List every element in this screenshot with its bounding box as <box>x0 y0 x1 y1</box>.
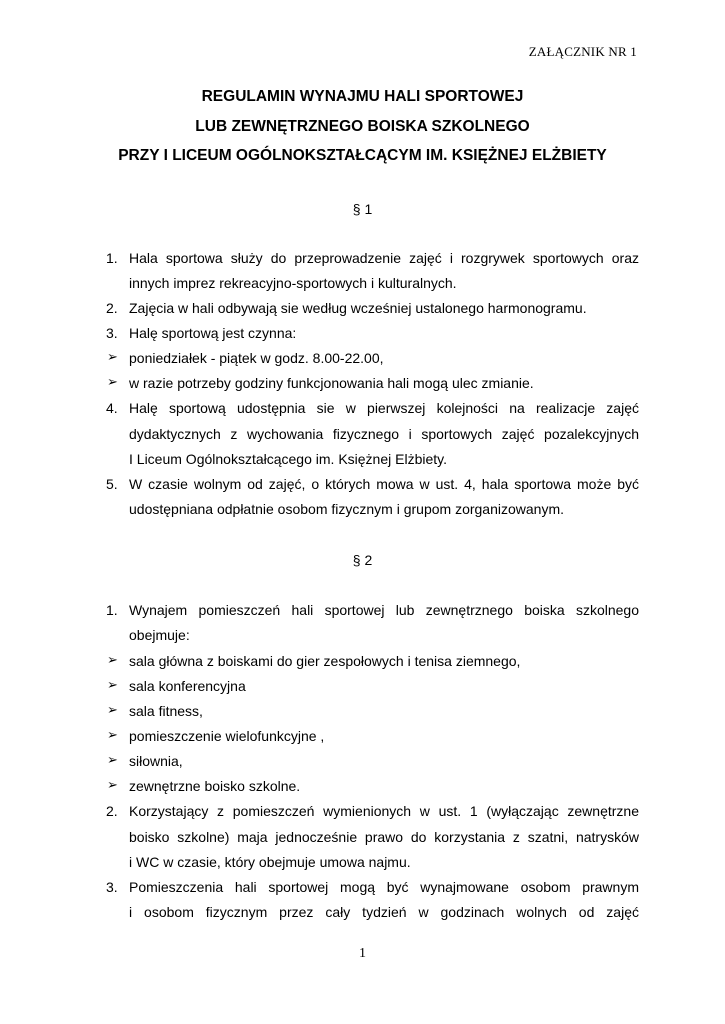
arrow-bullet-icon: ➢ <box>107 728 118 743</box>
arrow-bullet-icon: ➢ <box>107 778 118 793</box>
page-number: 1 <box>359 946 366 961</box>
section-1-bullet-item: w razie potrzeby godziny funkcjonowania hali mogą ulec zmianie. <box>129 375 534 391</box>
title-line-3: PRZY I LICEUM OGÓLNOKSZTAŁCĄCYM IM. KSIĘŻNEJ ELŻBIETY <box>118 147 607 164</box>
section-1-line: udostępniana odpłatnie osobom fizycznym i grupom zorganizowanym. <box>129 501 565 517</box>
section-2-line: Wynajem pomieszczeń hali sportowej lub zewnętrznego boiska szkolnego <box>129 602 639 618</box>
list-number: 4. <box>106 400 118 416</box>
title-line-2: LUB ZEWNĘTRZNEGO BOISKA SZKOLNEGO <box>195 118 530 135</box>
arrow-bullet-icon: ➢ <box>107 653 118 668</box>
section-2-bullet-item: zewnętrzne boisko szkolne. <box>129 778 301 794</box>
list-number: 1. <box>106 250 118 266</box>
section-1-line: Halę sportową jest czynna: <box>129 325 297 341</box>
list-number: 2. <box>106 803 118 819</box>
section-2-bullet-item: siłownia, <box>129 753 183 769</box>
arrow-bullet-icon: ➢ <box>107 753 118 768</box>
title-line-1: REGULAMIN WYNAJMU HALI SPORTOWEJ <box>201 88 524 105</box>
section-2-bullet-item: sala główna z boiskami do gier zespołowych i tenisa ziemnego, <box>129 653 521 669</box>
section-2-heading: § 2 <box>352 552 373 568</box>
section-2-line: Korzystający z pomieszczeń wymienionych w ust. 1 (wyłączając zewnętrzne <box>129 803 639 819</box>
section-2-line: i WC w czasie, który obejmuje umowa najmu. <box>129 854 411 870</box>
section-1-line: I Liceum Ogólnokształcącego im. Księżnej Elżbiety. <box>129 451 447 467</box>
section-1-line: Hala sportowa służy do przeprowadzenie zajęć i rozgrywek sportowych oraz <box>129 250 639 266</box>
arrow-bullet-icon: ➢ <box>107 375 118 390</box>
list-number: 3. <box>106 325 118 341</box>
section-2-bullet-item: sala fitness, <box>129 703 203 719</box>
section-1-line: dydaktycznych z wychowania fizycznego i sportowych zajęć pozalekcyjnych <box>129 426 639 442</box>
section-1-line: Zajęcia w hali odbywają sie według wcześniej ustalonego harmonogramu. <box>129 300 587 316</box>
list-number: 5. <box>106 476 118 492</box>
list-number: 2. <box>106 300 118 316</box>
attachment-label: ZAŁĄCZNIK NR 1 <box>528 44 637 59</box>
arrow-bullet-icon: ➢ <box>107 678 118 693</box>
section-2-line: i osobom fizycznym przez cały tydzień w godzinach wolnych od zajęć <box>129 904 639 920</box>
section-2-line: boisko szkolne) maja jednocześnie prawo do korzystania z szatni, natrysków <box>129 829 639 845</box>
section-2-bullet-item: sala konferencyjna <box>129 678 246 694</box>
list-number: 1. <box>106 602 118 618</box>
arrow-bullet-icon: ➢ <box>107 350 118 365</box>
section-1-heading: § 1 <box>352 201 373 217</box>
list-number: 3. <box>106 879 118 895</box>
arrow-bullet-icon: ➢ <box>107 703 118 718</box>
section-2-line: obejmuje: <box>129 627 190 643</box>
section-2-line: Pomieszczenia hali sportowej mogą być wynajmowane osobom prawnym <box>129 879 639 895</box>
section-1-line: W czasie wolnym od zajęć, o których mowa w ust. 4, hala sportowa może być <box>129 476 639 492</box>
section-1-line: Halę sportową udostępnia sie w pierwszej kolejności na realizacje zajęć <box>129 400 639 416</box>
section-2-bullet-item: pomieszczenie wielofunkcyjne , <box>129 728 325 744</box>
section-1-bullet-item: poniedziałek - piątek w godz. 8.00-22.00, <box>129 350 384 366</box>
section-1-line: innych imprez rekreacyjno-sportowych i kulturalnych. <box>129 275 457 291</box>
